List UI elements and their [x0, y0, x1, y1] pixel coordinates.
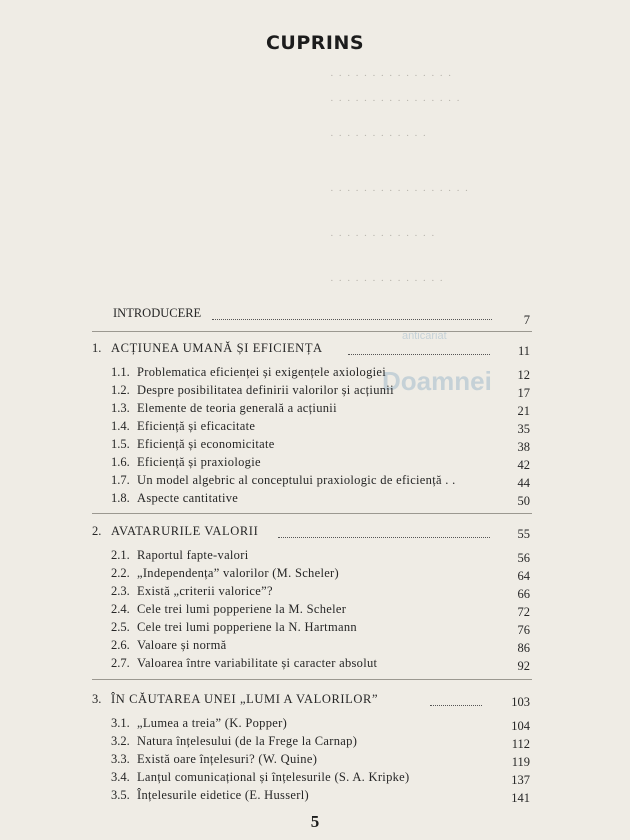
toc-section-page: 12 — [517, 368, 530, 382]
toc-section-row — [0, 455, 630, 475]
toc-chapter-title: ÎN CĂUTAREA UNEI „LUMI A VALORILOR” — [111, 692, 379, 706]
toc-section-page: 112 — [511, 737, 530, 751]
toc-intro-page: 7 — [523, 313, 530, 327]
toc-section-page: 35 — [517, 422, 530, 436]
bleed-through-text: · · · · · · · · · · · · · — [330, 230, 436, 242]
toc-section-row — [0, 401, 630, 421]
toc-section-label: Aspecte cantitative — [137, 491, 239, 505]
toc-section-label: Problematica eficienței și exigențele axiologiei — [137, 365, 387, 379]
toc-section-label: Eficiență și economicitate — [137, 437, 275, 451]
page-number: 5 — [310, 812, 320, 831]
toc-section-number: 1.3. — [111, 401, 130, 415]
toc-section-row — [0, 383, 630, 403]
toc-chapter-number: 3. — [92, 692, 102, 706]
section-divider — [92, 679, 532, 680]
toc-section-label: Natura înțelesului (de la Frege la Carnap) — [137, 734, 358, 748]
toc-section-row — [0, 752, 630, 772]
toc-chapter-page: 103 — [511, 695, 530, 709]
toc-chapter-page: 55 — [517, 527, 530, 541]
toc-section-number: 2.5. — [111, 620, 130, 634]
toc-section-page: 137 — [511, 773, 530, 787]
toc-section-row — [0, 548, 630, 568]
toc-section-label: Lanțul comunicațional și înțelesurile (S. A. Kripke) — [137, 770, 410, 784]
toc-section-row — [0, 638, 630, 658]
toc-intro-row — [0, 306, 630, 326]
toc-section-row — [0, 788, 630, 808]
toc-section-row — [0, 566, 630, 586]
toc-section-row — [0, 770, 630, 790]
toc-section-row — [0, 602, 630, 622]
toc-section-number: 2.2. — [111, 566, 130, 580]
toc-section-page: 56 — [517, 551, 530, 565]
toc-section-label: „Independența” valorilor (M. Scheler) — [137, 566, 339, 580]
watermark-subtext: anticariat — [402, 330, 447, 342]
toc-chapter-number: 2. — [92, 524, 102, 538]
toc-section-label: Raportul fapte-valori — [137, 548, 249, 562]
toc-chapter-row — [0, 341, 630, 361]
toc-section-page: 66 — [517, 587, 530, 601]
toc-section-number: 1.6. — [111, 455, 130, 469]
toc-section-row — [0, 491, 630, 511]
toc-section-number: 1.2. — [111, 383, 130, 397]
toc-section-label: Există oare înțelesuri? (W. Quine) — [137, 752, 318, 766]
toc-section-page: 119 — [511, 755, 530, 769]
toc-chapter-title: AVATARURILE VALORII — [111, 524, 259, 538]
toc-chapter-row — [0, 692, 630, 712]
toc-section-number: 3.4. — [111, 770, 130, 784]
toc-section-label: Un model algebric al conceptului praxiologic de eficiență . . — [137, 473, 456, 487]
toc-section-label: Există „criterii valorice”? — [137, 584, 273, 598]
toc-section-row — [0, 734, 630, 754]
toc-section-row — [0, 473, 630, 493]
toc-section-label: Despre posibilitatea definirii valorilor și acțiunii — [137, 383, 394, 397]
toc-section-row — [0, 419, 630, 439]
toc-section-page: 86 — [517, 641, 530, 655]
toc-section-number: 1.5. — [111, 437, 130, 451]
toc-section-label: Elemente de teoria generală a acțiunii — [137, 401, 337, 415]
toc-section-page: 72 — [517, 605, 530, 619]
toc-section-label: Eficiență și praxiologie — [137, 455, 261, 469]
bleed-through-text: · · · · · · · · · · · · — [330, 130, 428, 142]
toc-section-page: 44 — [517, 476, 530, 490]
toc-section-page: 92 — [517, 659, 530, 673]
toc-section-number: 1.1. — [111, 365, 130, 379]
toc-section-number: 1.4. — [111, 419, 130, 433]
toc-section-page: 21 — [517, 404, 530, 418]
toc-section-page: 17 — [517, 386, 530, 400]
toc-section-label: Înțelesurile eidetice (E. Husserl) — [137, 788, 309, 802]
toc-chapter-page: 11 — [517, 344, 530, 358]
toc-section-page: 50 — [517, 494, 530, 508]
toc-leader — [278, 537, 490, 538]
toc-section-page: 141 — [511, 791, 530, 805]
bleed-through-text: · · · · · · · · · · · · · · — [330, 275, 445, 287]
toc-intro-label: INTRODUCERE — [113, 306, 202, 320]
toc-section-label: Valoarea între variabilitate și caracter absolut — [137, 656, 378, 670]
section-divider — [92, 331, 532, 332]
toc-section-row — [0, 716, 630, 736]
toc-leader — [430, 705, 482, 706]
toc-section-number: 3.1. — [111, 716, 130, 730]
section-divider — [92, 513, 532, 514]
toc-section-label: „Lumea a treia” (K. Popper) — [137, 716, 288, 730]
toc-section-number: 1.7. — [111, 473, 130, 487]
toc-section-number: 2.1. — [111, 548, 130, 562]
toc-leader — [348, 354, 490, 355]
toc-section-row — [0, 437, 630, 457]
toc-chapter-row — [0, 524, 630, 544]
toc-chapter-number: 1. — [92, 341, 102, 355]
toc-chapter-title: ACȚIUNEA UMANĂ ȘI EFICIENȚA — [111, 341, 323, 355]
toc-section-label: Eficiență și eficacitate — [137, 419, 256, 433]
toc-section-label: Valoare și normă — [137, 638, 227, 652]
toc-section-number: 3.2. — [111, 734, 130, 748]
toc-section-page: 42 — [517, 458, 530, 472]
toc-section-page: 64 — [517, 569, 530, 583]
toc-section-row — [0, 584, 630, 604]
toc-section-number: 3.3. — [111, 752, 130, 766]
toc-section-number: 2.3. — [111, 584, 130, 598]
toc-section-label: Cele trei lumi popperiene la N. Hartmann — [137, 620, 357, 634]
toc-section-row — [0, 365, 630, 385]
toc-leader — [212, 319, 492, 320]
toc-section-label: Cele trei lumi popperiene la M. Scheler — [137, 602, 347, 616]
bleed-through-text: · · · · · · · · · · · · · · · — [330, 70, 453, 82]
toc-section-row — [0, 620, 630, 640]
toc-section-number: 3.5. — [111, 788, 130, 802]
toc-section-page: 104 — [511, 719, 530, 733]
toc-section-page: 38 — [517, 440, 530, 454]
watermark-logo: Doamnei — [382, 366, 492, 396]
bleed-through-text: · · · · · · · · · · · · · · · · — [330, 95, 461, 107]
toc-section-page: 76 — [517, 623, 530, 637]
toc-section-number: 2.6. — [111, 638, 130, 652]
toc-section-number: 1.8. — [111, 491, 130, 505]
page-title: CUPRINS — [265, 32, 365, 54]
toc-section-row — [0, 656, 630, 676]
toc-section-number: 2.7. — [111, 656, 130, 670]
bleed-through-text: · · · · · · · · · · · · · · · · · — [330, 185, 470, 197]
toc-section-number: 2.4. — [111, 602, 130, 616]
